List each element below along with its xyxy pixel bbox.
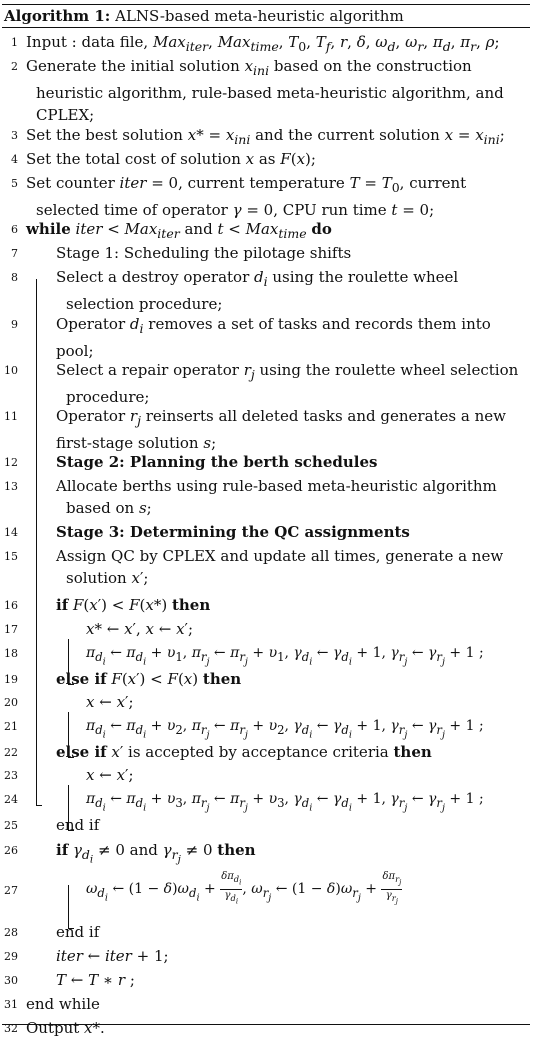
line-text: else if F(x′) < F(x) then: [56, 670, 242, 688]
line-text: Set the total cost of solution x as F(x);: [26, 150, 316, 168]
line-text: iter ← iter + 1;: [56, 947, 169, 965]
line-number: 5: [11, 177, 18, 190]
line-number: 17: [4, 623, 18, 636]
algorithm-box: [2, 4, 530, 1037]
line-number: 9: [11, 318, 18, 331]
line-number: 2: [11, 60, 18, 73]
line-number: 1: [11, 36, 18, 49]
line-text: $\pi_{d_i}$ ← $\pi_{d_i} + \upsilon_3$, $\pi_{r_j}$ ← $\pi_{r_j} + \upsilon_3$, $\gamma_{d_i}$ ← $\gamma_{d_i} + 1$, $\gamma_{r_j}$ ← $\gamma_{r_j} + 1$ ;: [86, 791, 484, 814]
line-number: 22: [4, 746, 18, 759]
line-text: x* ← x′, x ← x′;: [86, 620, 194, 638]
line-text: x ← x′;: [86, 766, 134, 784]
line-text: if F(x′) < F(x*) then: [56, 596, 211, 614]
line-text: $\pi_{d_i}$ ← $\pi_{d_i} + \upsilon_2$, $\pi_{r_j}$ ← $\pi_{r_j} + \upsilon_2$, $\gamma_{d_i}$ ← $\gamma_{d_i} + 1$, $\gamma_{r_j}$ ← $\gamma_{r_j} + 1$ ;: [86, 718, 484, 741]
line-text: Stage 3: Determining the QC assignments: [56, 523, 410, 541]
line-number: 4: [11, 153, 18, 166]
line-number: 10: [4, 364, 18, 377]
line-number: 3: [11, 129, 18, 142]
line-number: 29: [4, 950, 18, 963]
line-number: 8: [11, 271, 18, 284]
line-text: Output x*.: [26, 1019, 105, 1037]
line-text: Operator $r_j$ reinserts all deleted tasks and generates a new first-stage solution s;: [56, 407, 506, 452]
line-text: end if: [56, 923, 100, 941]
line-number: 14: [4, 526, 18, 539]
line-text: Select a repair operator $r_j$ using the roulette wheel selection procedure;: [56, 361, 519, 406]
line-text: Set counter iter = 0, current temperature $T = T_0$, current selected time of operator γ = 0, CPU run time t = 0;: [26, 174, 467, 219]
line-number: 21: [4, 720, 18, 733]
line-number: 19: [4, 673, 18, 686]
while-block-bar: [36, 279, 37, 806]
fraction-d: $\frac{\delta\pi_{d_i}}{\gamma_{d_i}}$: [221, 871, 242, 906]
line-text: Input : data file, Max$_{iter}$, Max$_{time}$, $T_0$, $T_f$, r, δ, $\omega_d$, $\omega_r$, $\pi_d$, $\pi_r$, ρ;: [26, 33, 500, 54]
line-number: 32: [4, 1022, 18, 1035]
line-number: 16: [4, 599, 18, 612]
line-text: else if x′ is accepted by acceptance criteria then: [56, 743, 432, 761]
line-text: Assign QC by CPLEX and update all times, generate a new solution x′;: [56, 547, 504, 587]
line-text: Stage 2: Planning the berth schedules: [56, 453, 378, 471]
line-text: T ← T ∗ r ;: [56, 971, 135, 989]
line-number: 28: [4, 926, 18, 939]
line-text: Operator $d_i$ removes a set of tasks and records them into pool;: [56, 315, 491, 360]
line-text: Set the best solution $x* = x_{ini}$ and the current solution $x = x_{ini}$;: [26, 126, 505, 147]
line-number: 24: [4, 793, 18, 806]
algorithm-title: [2, 5, 530, 27]
line-number: 20: [4, 696, 18, 709]
line-number: 27: [4, 884, 18, 897]
line-number: 12: [4, 456, 18, 469]
fraction-r: $\frac{\delta\pi_{r_j}}{\gamma_{r_j}}$: [382, 871, 402, 906]
line-number: 26: [4, 844, 18, 857]
line-number: 30: [4, 974, 18, 987]
line-number: 18: [4, 647, 18, 660]
line-text: Generate the initial solution $x_{ini}$ based on the construction heuristic algorithm, rule-based meta-heuristic algorithm, and CPLEX;: [26, 57, 504, 124]
algorithm-title-text: ALNS-based meta-heuristic algorithm: [115, 7, 404, 25]
while-block-tick: [36, 805, 42, 806]
line-text: if $\gamma_{d_i} \ne 0$ and $\gamma_{r_j} \ne 0$ then: [56, 841, 256, 866]
line-text: end while: [26, 995, 100, 1013]
line-text: Stage 1: Scheduling the pilotage shifts: [56, 244, 352, 262]
line-text: Select a destroy operator $d_i$ using the roulette wheel selection procedure;: [56, 268, 459, 313]
line-text: $\pi_{d_i}$ ← $\pi_{d_i} + \upsilon_1$, $\pi_{r_j}$ ← $\pi_{r_j} + \upsilon_1$, $\gamma_{d_i}$ ← $\gamma_{d_i} + 1$, $\gamma_{r_j}$ ← $\gamma_{r_j} + 1$ ;: [86, 645, 484, 668]
line-number: 7: [11, 247, 18, 260]
algorithm-body: [2, 28, 530, 1037]
line-number: 23: [4, 769, 18, 782]
line-number: 25: [4, 819, 18, 832]
line-number: 6: [11, 223, 18, 236]
line-number: 13: [4, 480, 18, 493]
line-number: 11: [4, 410, 18, 423]
line-text: x ← x′;: [86, 693, 134, 711]
line-text: while iter < Max$_{iter}$ and t < Max$_{time}$ do: [26, 220, 332, 241]
line-number: 15: [4, 550, 18, 563]
line-number: 31: [4, 998, 18, 1011]
algorithm-title-label: Algorithm 1:: [4, 7, 111, 25]
line-text: $\omega_{d_i}$ ← $(1 - \delta)\omega_{d_i}$ + $\frac{\delta\pi_{d_i}}{\gamma_{d_i}}$ , $\omega_{r_j}$ ← $(1 - \delta)\omega_{r_j}$ + $\frac{\delta\pi_{r_j}}{\gamma_{r_j}}$: [86, 871, 402, 906]
line-text: end if: [56, 816, 100, 834]
line-text: Allocate berths using rule-based meta-heuristic algorithm based on s;: [56, 477, 497, 517]
